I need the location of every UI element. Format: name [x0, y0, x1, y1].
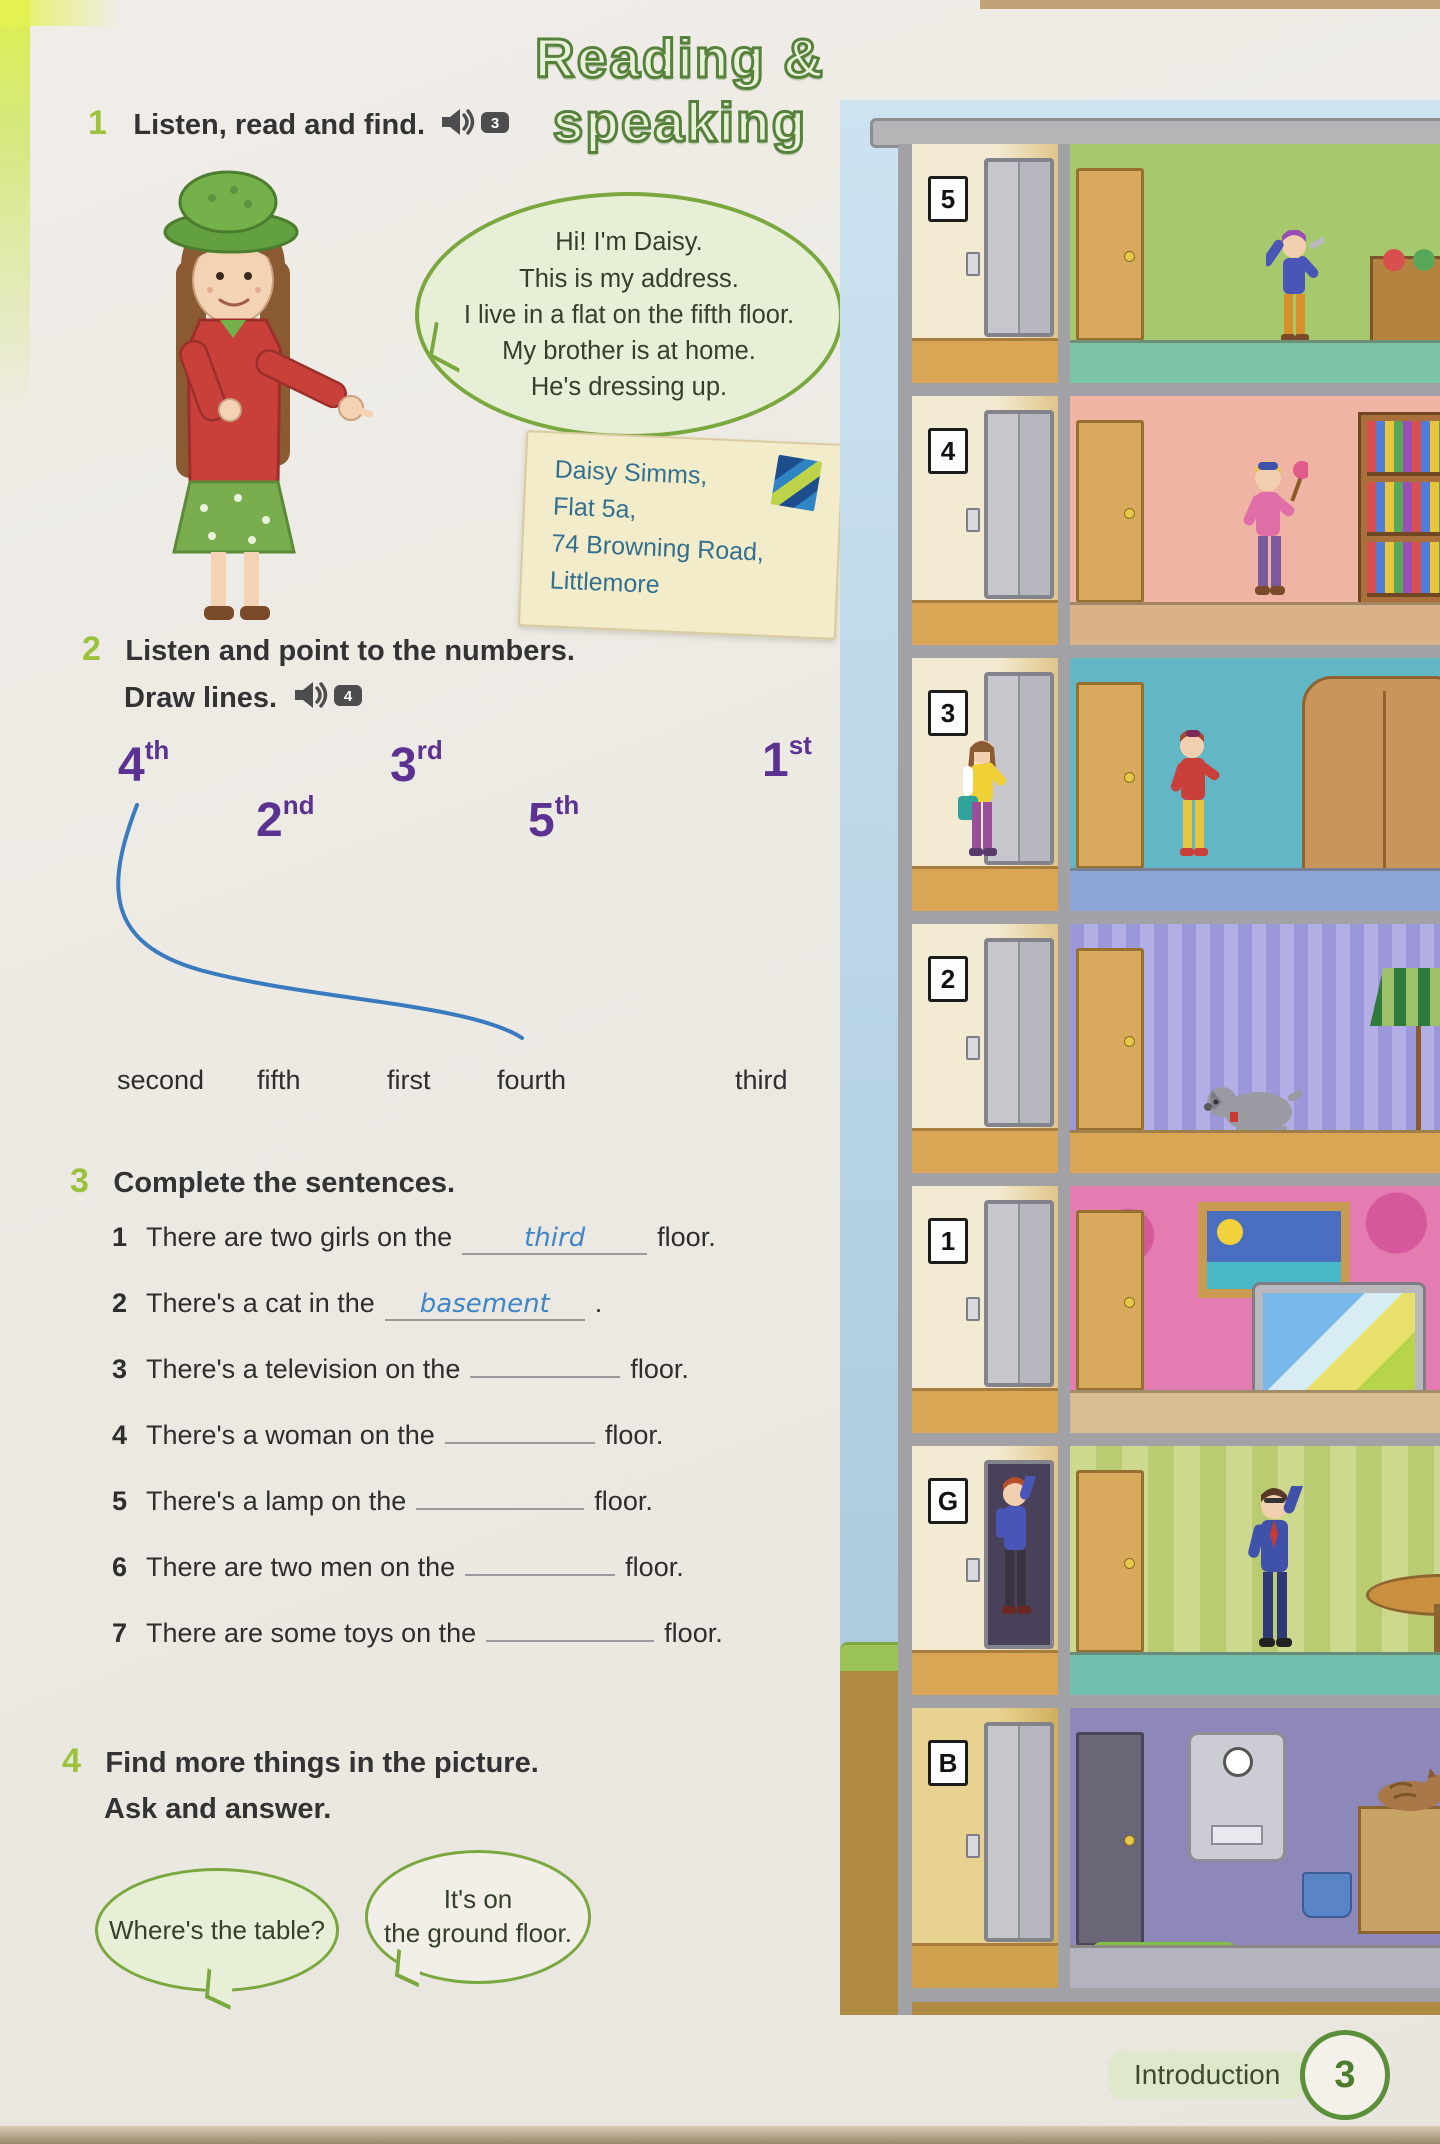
sentence-row: 7 There are some toys on the floor. [112, 1618, 723, 1648]
audio-speaker-icon [292, 679, 366, 711]
flat-door [1076, 420, 1144, 603]
hallway [912, 144, 1058, 383]
hall-floor [912, 1650, 1058, 1695]
lift-doors-open [984, 1460, 1054, 1649]
word-fourth: fourth [497, 1065, 567, 1095]
room [1058, 1708, 1440, 1988]
exercise1-number: 1 [88, 104, 107, 142]
toy-box [1370, 256, 1440, 348]
exercise2-number: 2 [82, 630, 101, 668]
boiler [1188, 1732, 1286, 1862]
room-floor [1070, 1390, 1440, 1433]
floor-sign: G [928, 1478, 968, 1524]
daisy-speech-bubble [415, 192, 843, 438]
boy-dressing-up [1266, 230, 1324, 356]
ordinal-1st: 1st [762, 730, 812, 787]
flat-door [1076, 1210, 1144, 1391]
exercise1-heading [88, 104, 513, 143]
answer-blank [465, 1574, 615, 1576]
audio-speaker-icon [439, 106, 513, 138]
floor-sign: 5 [928, 176, 968, 222]
floor-sign: 3 [928, 690, 968, 736]
man-in-lift-waving [990, 1476, 1040, 1636]
bubble-line: Hi! I'm Daisy. [555, 228, 703, 257]
floor-1 [912, 1186, 1440, 1446]
sentence-row: 3 There's a television on the floor. [112, 1354, 689, 1384]
matching-area [60, 730, 840, 1115]
flat-door [1076, 948, 1144, 1131]
audio-track-number: 4 [343, 688, 352, 705]
sentence-row: 5 There's a lamp on the floor. [112, 1486, 653, 1516]
sentence-row: 2 There's a cat in the basement . [112, 1288, 603, 1319]
room [1058, 1446, 1440, 1695]
man-in-suit-waving [1240, 1486, 1314, 1670]
lift-call-button [966, 1297, 980, 1321]
flat-door [1076, 1470, 1144, 1653]
word-first: first [387, 1065, 431, 1095]
answer-speech-bubble: It's on the ground floor. [365, 1850, 591, 1984]
ordinal-2nd: 2nd [256, 790, 315, 847]
hall-floor [912, 1943, 1058, 1988]
wardrobe [1302, 676, 1440, 888]
address-line: 74 Browning Road, [550, 529, 765, 567]
word-third: third [735, 1065, 788, 1095]
room-floor [1070, 340, 1440, 383]
audio-track-number: 3 [491, 115, 500, 132]
exercise2-heading [82, 630, 575, 715]
floor-5 [912, 144, 1440, 396]
basement-door [1076, 1732, 1144, 1946]
answer-blank [416, 1508, 584, 1510]
room [1058, 658, 1440, 911]
address-line: Littlemore [549, 566, 661, 600]
apartment-building [898, 144, 1440, 2015]
daisy-illustration [108, 148, 408, 638]
bubble-line: I live in a flat on the fifth floor. [463, 300, 795, 329]
floor-sign: 4 [928, 428, 968, 474]
girl-in-red-jacket [1162, 730, 1224, 882]
room-floor [1070, 602, 1440, 645]
answer-blank [462, 1222, 647, 1255]
hall-floor [912, 1128, 1058, 1173]
floor-3 [912, 658, 1440, 924]
exercise4-number: 4 [62, 1742, 81, 1780]
floor-2 [912, 924, 1440, 1186]
ordinal-5th: 5th [528, 790, 580, 847]
hallway [912, 658, 1058, 911]
scan-flare-left [0, 0, 30, 420]
handwritten-answer: basement [419, 1289, 550, 1319]
bubble-line: He's dressing up. [530, 373, 728, 402]
television-monitor [1252, 1282, 1426, 1406]
sentence-row: 1 There are two girls on the third floor. [112, 1222, 716, 1253]
woman-dusting [1238, 460, 1308, 616]
answer-blank [445, 1442, 595, 1444]
floor-basement [912, 1708, 1440, 2002]
room-floor [1070, 868, 1440, 911]
hallway [912, 1708, 1058, 1988]
room [1058, 924, 1440, 1173]
storage-cabinet [1358, 1806, 1440, 1934]
bookshelf [1358, 412, 1440, 606]
flat-door [1076, 682, 1144, 869]
answer-blank [470, 1376, 620, 1378]
hall-floor [912, 600, 1058, 645]
page-title: Reading & speaking [535, 27, 825, 153]
room [1058, 1186, 1440, 1433]
floor-sign: 1 [928, 1218, 968, 1264]
hall-floor [912, 338, 1058, 383]
lift-call-button [966, 252, 980, 276]
hallway [912, 924, 1058, 1173]
flat-door [1076, 168, 1144, 341]
floor-ground [912, 1446, 1440, 1708]
hallway [912, 1446, 1058, 1695]
hallway [912, 1186, 1058, 1433]
girl-with-bag [952, 736, 1014, 886]
lift-call-button [966, 508, 980, 532]
lift-doors [984, 938, 1054, 1127]
floor-lamp-shade [1370, 968, 1440, 1026]
word-fifth: fifth [257, 1065, 301, 1095]
exercise3-instruction: Complete the sentences. [113, 1167, 456, 1199]
handwritten-answer: third [524, 1223, 586, 1253]
photo-edge-bottom [0, 2126, 1440, 2144]
sentence-row: 4 There's a woman on the floor. [112, 1420, 664, 1450]
bubble-line: My brother is at home. [502, 337, 756, 366]
room [1058, 396, 1440, 645]
ordinal-4th: 4th [118, 735, 170, 792]
round-table [1366, 1574, 1440, 1616]
exercise2-instruction-line1: Listen and point to the numbers. [125, 635, 575, 667]
bucket [1302, 1872, 1352, 1918]
question-speech-bubble: Where's the table? [95, 1868, 339, 1992]
lift-call-button [966, 1834, 980, 1858]
exercise3-heading [70, 1162, 455, 1201]
lift-doors [984, 410, 1054, 599]
exercise4-instruction-line2: Ask and answer. [104, 1793, 332, 1825]
page-number-badge: 3 [1300, 2030, 1390, 2120]
sentence-list [112, 1222, 752, 1684]
floor-sign: 2 [928, 956, 968, 1002]
lift-call-button [966, 1558, 980, 1582]
exercise2-instruction-line2: Draw lines. [124, 682, 278, 714]
hall-floor [912, 1388, 1058, 1433]
floor-4 [912, 396, 1440, 658]
exercise3-number: 3 [70, 1162, 89, 1200]
room-floor [1070, 1652, 1440, 1695]
answer-blank [385, 1288, 585, 1321]
room-floor [1070, 1945, 1440, 1988]
exercise1-instruction: Listen, read and find. [133, 109, 426, 141]
address-line: Daisy Simms, [554, 455, 709, 491]
hallway [912, 396, 1058, 645]
hall-floor [912, 866, 1058, 911]
answer-blank [486, 1640, 654, 1642]
lift-doors [984, 158, 1054, 337]
cat [1370, 1766, 1440, 1812]
address-line: Flat 5a, [552, 492, 638, 525]
building-illustration [840, 100, 1440, 2015]
drawn-pencil-line [60, 735, 840, 1115]
room-floor [1070, 1130, 1440, 1173]
exercise4-instruction-line1: Find more things in the picture. [105, 1747, 539, 1779]
ordinal-3rd: 3rd [390, 735, 443, 792]
address-envelope [518, 430, 844, 640]
section-label: Introduction [1108, 2051, 1306, 2099]
floor-sign: B [928, 1740, 968, 1786]
lift-doors [984, 1722, 1054, 1942]
bubble-line: This is my address. [519, 264, 739, 293]
lift-call-button [966, 1036, 980, 1060]
photo-edge-top [980, 0, 1440, 9]
scan-flare-corner [0, 0, 120, 26]
lift-doors [984, 1200, 1054, 1387]
word-second: second [117, 1065, 205, 1095]
room [1058, 144, 1440, 383]
exercise4-heading [62, 1742, 539, 1826]
sentence-row: 6 There are two men on the floor. [112, 1552, 684, 1582]
postage-stamp-icon [771, 455, 823, 512]
